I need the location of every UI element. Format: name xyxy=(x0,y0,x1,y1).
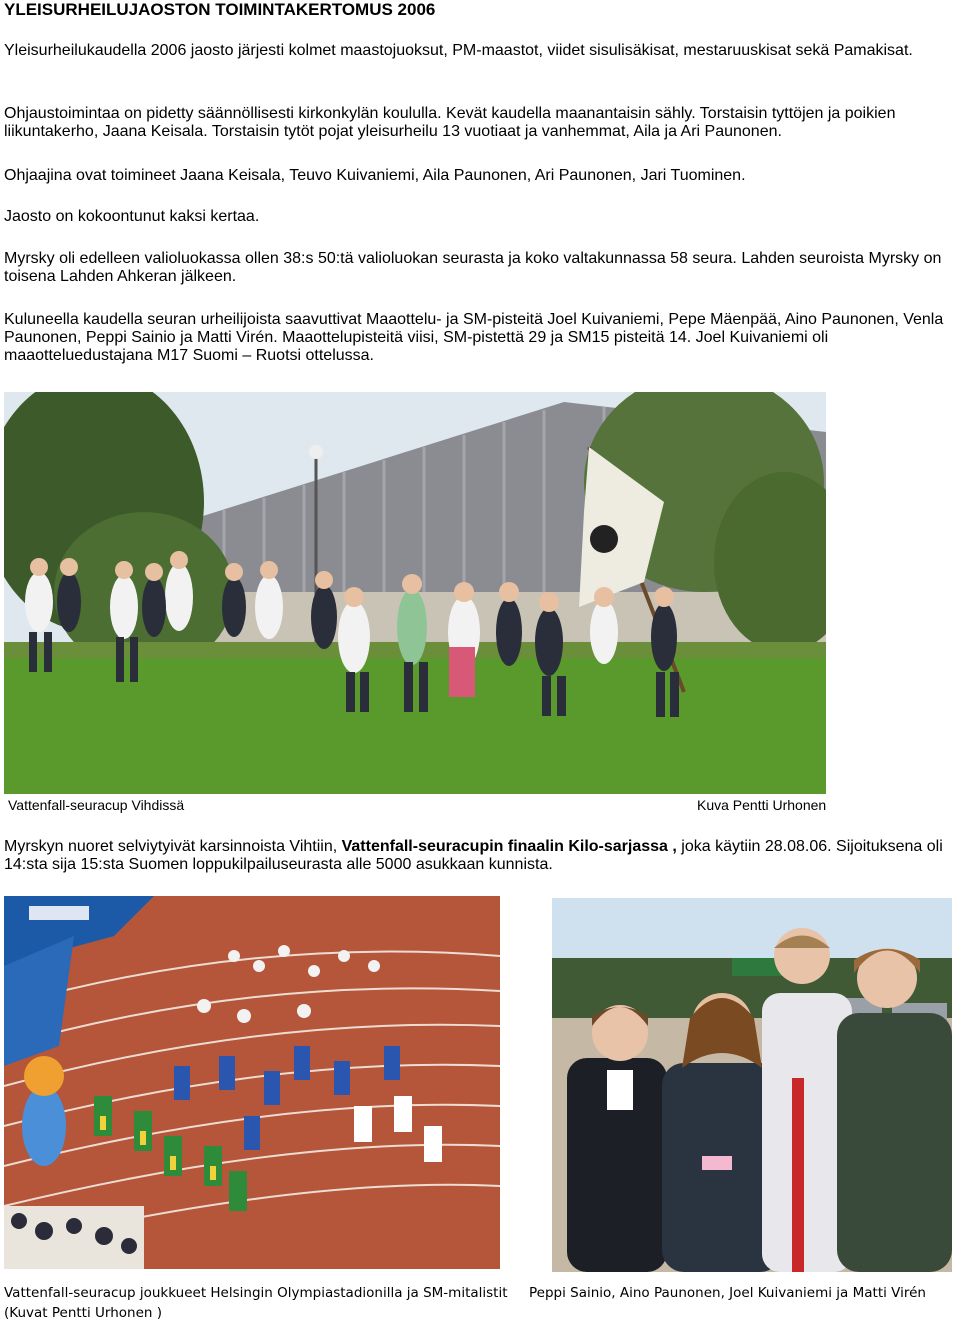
paragraph-events: Yleisurheilukaudella 2006 jaosto järjesti kolmet maastojuoksut, PM-maastot, viidet sisulisäkisat, mestaruuskisat sekä Pamakisat. xyxy=(4,42,913,59)
paragraph-coaching: Ohjaustoimintaa on pidetty säännöllisesti kirkonkylän koululla. Kevät kaudella maanantaisin sähly. Torstaisin tyttöjen ja poikien liikuntakerho, Jaana Keisala. Torstaisin tytöt pojat yleisurheilu 13 vuotiaat ja vanhemmat, Aila ja Ari Paunonen. xyxy=(4,105,896,140)
running-group-illustration xyxy=(4,392,826,794)
photo2-caption: Vattenfall-seuracup joukkueet Helsingin Olympiastadionilla ja SM-mitalistit xyxy=(4,1285,508,1301)
photo1-caption: Vattenfall-seuracup Vihdissä xyxy=(8,797,185,813)
paragraph-achievements: Kuluneella kaudella seuran urheilijoista saavuttivat Maaottelu- ja SM-pisteitä Joel Kuivaniemi, Pepe Mäenpää, Aino Paunonen, Venla Paunonen, Peppi Sainio ja Matti Virén. Maaottelupisteitä viisi, SM-pistettä 29 ja SM15 pisteitä 14. Joel Kuivaniemi oli maaotteluedustajana M17 Suomi – Ruotsi ottelussa. xyxy=(4,311,944,364)
photo2-credit: (Kuvat Pentti Urhonen ) xyxy=(4,1305,162,1321)
paragraph-seuracup xyxy=(4,838,954,874)
photo3-caption: Peppi Sainio, Aino Paunonen, Joel Kuivaniemi ja Matti Virén xyxy=(529,1285,926,1301)
medalists-illustration xyxy=(552,898,952,1272)
paragraph-meetings: Jaosto on kokoontunut kaksi kertaa. xyxy=(4,208,260,225)
paragraph-ranking: Myrsky oli edelleen valioluokassa ollen 38:s 50:tä valioluokan seurasta ja koko valtakunnassa 58 seura. Lahden seuroista Myrsky on toisena Lahden Ahkeran jälkeen. xyxy=(4,250,942,285)
seuracup-text-2: joka käytiin 28.08.06. Sijoituksena oli 14:sta sija 15:sta Suomen loppukilpailuseurasta alle 5000 asukkaan kunnista. xyxy=(4,838,943,873)
stadium-parade-illustration xyxy=(4,896,500,1269)
photo-medalists xyxy=(552,898,952,1272)
photo-running-group xyxy=(4,392,826,794)
seuracup-text-1: Myrskyn nuoret selviytyivät karsinnoista Vihtiin, xyxy=(4,838,342,855)
photo-stadium-parade xyxy=(4,896,500,1269)
page-title: YLEISURHEILUJAOSTON TOIMINTAKERTOMUS 2006 xyxy=(4,0,436,19)
photo1-credit: Kuva Pentti Urhonen xyxy=(697,797,827,813)
paragraph-coaches: Ohjaajina ovat toimineet Jaana Keisala, Teuvo Kuivaniemi, Aila Paunonen, Ari Paunonen, Jari Tuominen. xyxy=(4,167,746,184)
seuracup-final-bold: Vattenfall-seuracupin finaalin Kilo-sarjassa , xyxy=(341,838,677,855)
